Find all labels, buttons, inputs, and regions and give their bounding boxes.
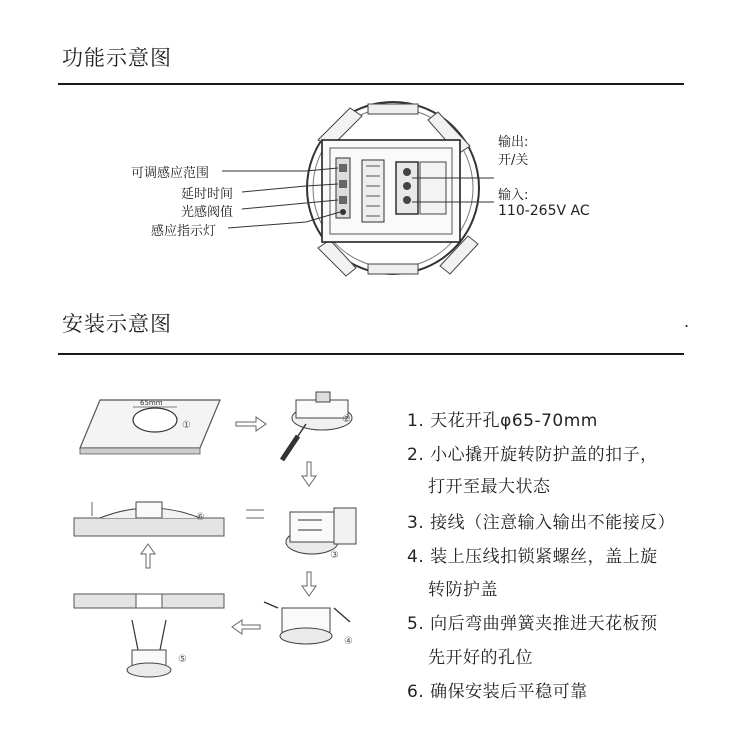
step-4-text-cont: 转防护盖	[428, 580, 498, 600]
label-adjustable-range: 可调感应范围	[131, 166, 210, 181]
step5-insert	[127, 620, 171, 677]
section2-divider	[58, 353, 684, 355]
step1-marker: ①	[182, 420, 191, 431]
step-1-text: 1. 天花开孔φ65-70mm	[407, 411, 598, 431]
step-4-text: 4. 装上压线扣锁紧螺丝，盖上旋	[407, 547, 658, 567]
output-value: 开/关	[498, 153, 529, 168]
step-2-text-cont: 打开至最大状态	[428, 477, 551, 497]
step3-wiring	[286, 508, 356, 554]
install-diagram-title: 安装示意图	[62, 312, 172, 336]
installation-steps-illustration	[60, 380, 390, 690]
stray-dot: .	[684, 312, 690, 331]
sensor-device-diagram	[0, 90, 750, 300]
step-6-text: 6. 确保安装后平稳可靠	[407, 682, 588, 702]
label-indicator-light: 感应指示灯	[151, 224, 217, 239]
step1-ceiling-hole	[80, 400, 220, 454]
step-3-text: 3. 接线（注意输入输出不能接反）	[407, 513, 676, 533]
step-5-text-cont: 先开好的孔位	[428, 648, 533, 668]
label-light-threshold: 光感阀值	[181, 205, 234, 220]
input-label: 输入:	[498, 188, 529, 203]
step6-marker: ⑥	[196, 512, 205, 523]
label-delay-time: 延时时间	[181, 187, 234, 202]
function-diagram-title: 功能示意图	[62, 46, 172, 70]
step-5-text: 5. 向后弯曲弹簧夹推进天花板预	[407, 614, 658, 634]
step4-marker: ④	[344, 636, 353, 647]
step2-open-cover	[282, 392, 352, 460]
output-label: 输出:	[498, 135, 529, 150]
step4-springs	[264, 602, 350, 644]
step3-marker: ③	[330, 550, 339, 561]
step5-marker: ⑤	[178, 654, 187, 665]
step2-marker: ②	[342, 414, 351, 425]
input-value: 110-265V AC	[498, 203, 590, 219]
cutout-size-label: 65mm	[140, 399, 163, 407]
section1-divider	[58, 83, 684, 85]
step-2-text: 2. 小心撬开旋转防护盖的扣子，	[407, 445, 658, 465]
